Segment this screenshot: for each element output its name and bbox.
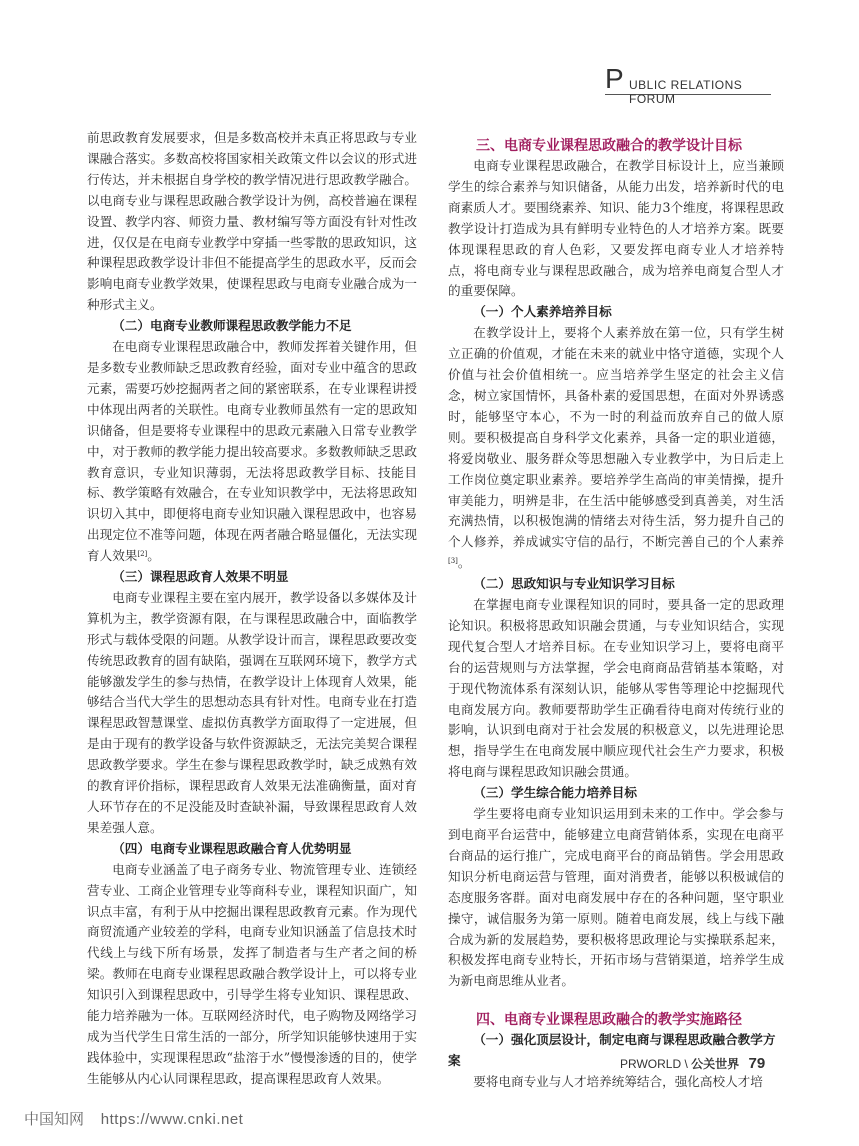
header-big-letter: P	[605, 63, 624, 94]
paragraph: 学生要将电商专业知识运用到未来的工作中。学会参与到电商平台运营中，能够建立电商营销体系，实现在电商平台商品的运行推广，完成电商平台的商品销售。学会用思政知识分析电商运营与管理，面对消费者，能够以积极诚信的态度服务客群。面对电商发展中存在的各种问题，坚守职业操守，诚信服务为第一原则。随着电商发展，线上与线下融合成为新的发展趋势，要积极将思政理论与实操联系起来，积极发挥电商专业特长，开拓市场与营销渠道，培养学生成为新电商思维从业者。	[448, 806, 784, 989]
paragraph: 电商专业课程思政融合，在教学目标设计上，应当兼顾学生的综合素养与知识储备，从能力出发，培养新时代的电商素质人才。要围绕素养、知识、能力3个维度，将课程思政教学设计打造成为具有鲜明专业特色的人才培养方案。既要体现课程思政的育人色彩，又要发挥电商专业人才培养特点，将电商专业与课程思政融合，成为培养电商复合型人才的重要保障。	[448, 158, 784, 299]
journal-header	[605, 63, 771, 106]
watermark-cn: 中国知网	[24, 1110, 85, 1128]
cnki-watermark	[24, 1108, 243, 1129]
paragraph: 前思政教育发展要求，但是多数高校并未真正将思政与专业课融合落实。多数高校将国家相关政策文件以会议的形式进行传达，并未根据自身学校的教学情况进行思政教学融合。以电商专业与课程思政融合教学设计为例，高校普遍在课程设置、教学内容、师资力量、教材编写等方面没有针对性改进，仅仅是在电商专业教学中穿插一些零散的思政知识，这种课程思政教学设计非但不能提高学生的思政水平，反而会影响电商专业教学效果，使课程思政与电商专业融合成为一种形式主义。	[87, 130, 417, 313]
right-column	[448, 128, 784, 1093]
paragraph: 电商专业课程主要在室内展开，教学设备以多媒体及计算机为主，教学资源有限，在与课程思政融合中，面临教学形式与载体受限的问题。从教学设计而言，课程思政要改变传统思政教育的固有缺陷，强调在互联网环境下，教学方式能够激发学生的参与热情，在教学设计上体现育人效果，能够结合当代大学生的思想动态具有针对性。电商专业在打造课程思政智慧课堂、虚拟仿真教学方面取得了一定进展，但是由于现有的教学设备与软件资源缺乏，无法完美契合课程思政教学要求。学生在参与课程思政教学时，缺乏成熟有效的教育评价指标，课程思政育人效果无法准确衡量，面对育人环节存在的不足没能及时查缺补漏，导致课程思政育人效果差强人意。	[87, 589, 417, 835]
footer-separator: \	[684, 1057, 688, 1071]
left-column	[87, 128, 417, 1090]
paragraph: 要将电商专业与人才培养统筹结合，强化高校人才培	[473, 1074, 763, 1090]
paragraph-end: 。	[457, 555, 471, 571]
paragraph: 在掌握电商专业课程知识的同时，要具备一定的思政理论知识。积极将思政知识融会贯通，与专业知识结合，实现现代复合型人才培养目标。在专业知识学习上，要将电商平台的运营规则与方法掌握，学会电商商品营销基本策略，对于现代物流体系有深刻认识，能够从零售等理论中挖掘现代电商发展方向。教师要帮助学生正确看待电商对传统行业的影响，认识到电商对于社会发展的积极意义，以先进理论思想，指导学生在电商发展中顺应现代社会生产力要求，积极将电商与课程思政知识融会贯通。	[448, 597, 784, 780]
subsection-heading: （一）强化顶层设计，制定电商与课程思政融合教学方案	[448, 1032, 776, 1069]
paragraph-text: 在电商专业课程思政融合中，教师发挥着关键作用，但是多数专业教师缺乏思政教育经验，面对专业中蕴含的思政元素，需要巧妙挖掘两者之间的紧密联系，在专业课程讲授中体现出两者的关联性。电商专业教师虽然有一定的思政知识储备，但是要将专业课程中的思政元素融入日常专业教学中，对于教师的教学能力提出较高要求。多数教师缺乏思政教育意识，专业知识薄弱，无法将思政教学目标、技能目标、教学策略有效融合，在专业知识教学中，无法将思政知识切入其中，即便将电商专业知识融入课程思政中，也容易出现定位不准等问题，体现在两者融合略显僵化，无法实现育人效果	[87, 339, 417, 564]
paragraph	[87, 337, 417, 567]
citation: [2]	[137, 550, 148, 559]
page-number: 79	[748, 1055, 766, 1072]
paragraph-end: 。	[147, 548, 160, 564]
page-footer	[620, 1055, 765, 1075]
paragraph	[448, 323, 784, 574]
footer-journal-name: 公关世界	[691, 1057, 740, 1071]
subsection-heading: （三）学生综合能力培养目标	[473, 785, 637, 801]
paragraph-text: 在教学设计上，要将个人素养放在第一位，只有学生树立正确的价值观，才能在未来的就业中恪守道德，实现个人价值与社会价值相统一。应当培养学生坚定的社会主义信念，树立家国情怀，具备朴素的爱国思想，在面对外界诱惑时，能够坚守本心，不为一时的利益而放弃自己的做人原则。要积极提高自身科学文化素养，具备一定的职业道德，将爱岗敬业、服务群众等思想融入专业教学中，为日后走上工作岗位奠定职业素养。要培养学生高尚的审美情操，提升审美能力，明辨是非，在生活中能够感受到真善美，对生活充满热情，以积极饱满的情绪去对待生活，努力提升自己的个人修养，养成诚实守信的品行，不断完善自己的个人素养	[448, 325, 784, 550]
header-title: UBLIC RELATIONS FORUM	[629, 78, 743, 106]
section-heading: 三、电商专业课程思政融合的教学设计目标	[476, 138, 742, 154]
paragraph: 电商专业涵盖了电子商务专业、物流管理专业、连锁经营专业、工商企业管理专业等商科专业，课程知识面广，知识点丰富，有利于从中挖掘出课程思政教育元素。作为现代商贸流通产业较差的学科，电商专业知识涵盖了信息技术时代线上与线下所有场景，发挥了制造者与生产者之间的桥梁。教师在电商专业课程思政融合教学设计上，可以将专业知识引入到课程思政中，引导学生将专业知识、课程思政、能力培养融为一体。互联网经济时代，电子购物及网络学习成为当代学生日常生活的一部分，所学知识能够快速用于实践体验中，实现课程思政“盐溶于水”慢慢渗透的目的，使学生能够从内心认同课程思政，提高课程思政育人效果。	[87, 861, 417, 1086]
subsection-heading: （二）思政知识与专业知识学习目标	[473, 576, 675, 592]
subsection-heading: （四）电商专业课程思政融合育人优势明显	[112, 840, 352, 856]
citation: [3]	[448, 557, 458, 566]
subsection-heading: （三）课程思政育人效果不明显	[112, 569, 289, 585]
footer-brand: PRWORLD	[620, 1057, 682, 1071]
section-heading: 四、电商专业课程思政融合的教学实施路径	[476, 1012, 742, 1029]
subsection-heading: （一）个人素养培养目标	[473, 304, 612, 320]
watermark-url: https://www.cnki.net	[100, 1111, 244, 1128]
subsection-heading: （二）电商专业教师课程思政教学能力不足	[112, 318, 352, 334]
